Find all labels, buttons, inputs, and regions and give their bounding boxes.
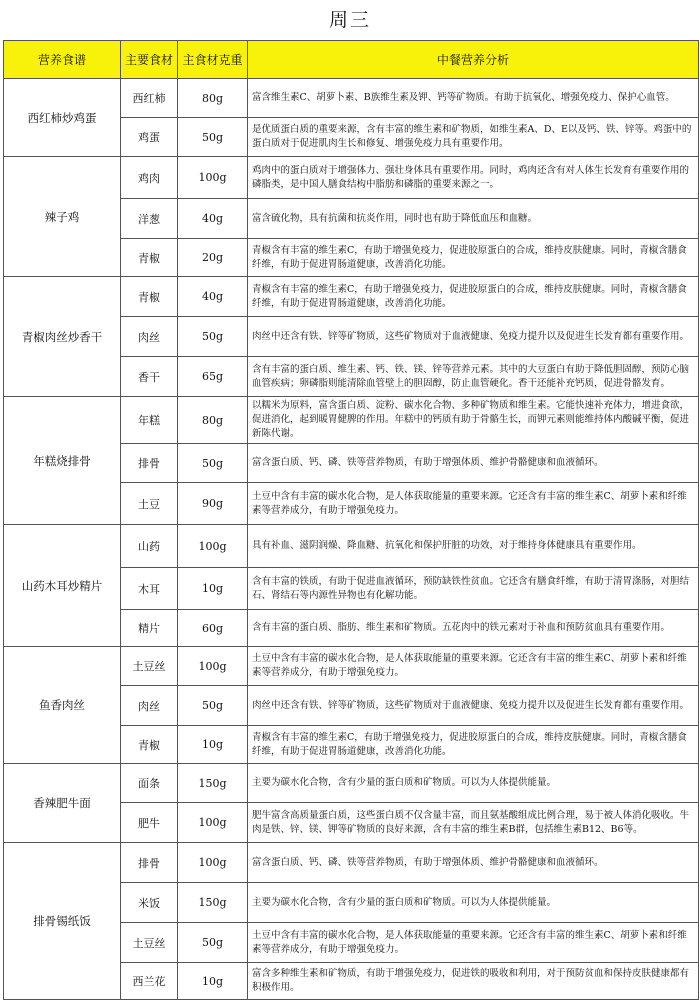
weight-cell: 20g	[178, 239, 248, 277]
ingredient-cell: 青椒	[121, 239, 178, 277]
dish-name: 西红柿炒鸡蛋	[4, 79, 121, 157]
ingredient-cell: 青椒	[121, 726, 178, 764]
weight-cell: 50g	[178, 923, 248, 963]
analysis-cell: 土豆中含有丰富的碳水化合物，是人体获取能量的重要来源。它还含有丰富的维生素C、胡萝卜素和纤维素等营养成分，有助于增强免疫力。	[248, 647, 699, 686]
weight-cell: 100g	[178, 525, 248, 568]
ingredient-cell: 肉丝	[121, 317, 178, 357]
weight-cell: 65g	[178, 357, 248, 397]
weight-cell: 150g	[178, 883, 248, 923]
ingredient-cell: 西红柿	[121, 79, 178, 118]
ingredient-cell: 排骨	[121, 843, 178, 883]
analysis-cell: 主要为碳水化合物，含有少量的蛋白质和矿物质。可以为人体提供能量。	[248, 883, 699, 923]
ingredient-cell: 鸡蛋	[121, 118, 178, 157]
weight-cell: 80g	[178, 79, 248, 118]
ingredient-cell: 排骨	[121, 444, 178, 483]
ingredient-cell: 年糕	[121, 397, 178, 444]
ingredient-cell: 肥牛	[121, 803, 178, 843]
ingredient-cell: 精片	[121, 610, 178, 647]
weight-cell: 50g	[178, 444, 248, 483]
analysis-cell: 青椒含有丰富的维生素C，有助于增强免疫力，促进胶原蛋白的合成，维持皮肤健康。同时，青椒含膳食纤维，有助于促进胃肠道健康，改善消化功能。	[248, 239, 699, 277]
weight-cell: 90g	[178, 483, 248, 525]
weight-cell: 50g	[178, 686, 248, 726]
ingredient-cell: 鸡肉	[121, 157, 178, 199]
weight-cell: 150g	[178, 764, 248, 803]
ingredient-cell: 香干	[121, 357, 178, 397]
ingredient-cell: 土豆丝	[121, 647, 178, 686]
analysis-cell: 是优质蛋白质的重要来源，含有丰富的维生素和矿物质，如维生素A、D、E以及钙、铁、锌等。鸡蛋中的蛋白质对于促进肌肉生长和修复、增强免疫力具有重要作用。	[248, 118, 699, 157]
analysis-cell: 鸡肉中的蛋白质对于增强体力、强壮身体具有重要作用。同时，鸡肉还含有对人体生长发育有重要作用的磷脂类，是中国人膳食结构中脂肪和磷脂的重要来源之一。	[248, 157, 699, 199]
header-dish: 营养食谱	[4, 41, 121, 79]
analysis-cell: 具有补血、滋阴润燥、降血糖、抗氧化和保护肝脏的功效，对于维持身体健康具有重要作用。	[248, 525, 699, 568]
weight-cell: 50g	[178, 118, 248, 157]
table-body	[4, 79, 699, 1000]
table-row	[4, 647, 699, 686]
analysis-cell: 土豆中含有丰富的碳水化合物，是人体获取能量的重要来源。它还含有丰富的维生素C、胡萝卜素和纤维素等营养成分，有助于增强免疫力。	[248, 923, 699, 963]
dish-name: 青椒肉丝炒香干	[4, 277, 121, 397]
analysis-cell: 肉丝中还含有铁、锌等矿物质，这些矿物质对于血液健康、免疫力提升以及促进生长发育都有重要作用。	[248, 686, 699, 726]
analysis-cell: 含有丰富的蛋白质、脂肪、维生素和矿物质。五花肉中的铁元素对于补血和预防贫血具有重要作用。	[248, 610, 699, 647]
ingredient-cell: 山药	[121, 525, 178, 568]
weight-cell: 10g	[178, 726, 248, 764]
analysis-cell: 富含维生素C、胡萝卜素、B族维生素及钾、钙等矿物质。有助于抗氧化、增强免疫力、保护心血管。	[248, 79, 699, 118]
table-row	[4, 277, 699, 317]
weight-cell: 10g	[178, 568, 248, 610]
ingredient-cell: 面条	[121, 764, 178, 803]
analysis-cell: 含有丰富的蛋白质、维生素、钙、铁、镁、锌等营养元素。其中的大豆蛋白有助于降低胆固醇，预防心脑血管疾病；卵磷脂则能清除血管壁上的胆固醇，防止血管硬化。香干还能补充钙质，促进骨骼发育。	[248, 357, 699, 397]
header-ingredient: 主要食材	[121, 41, 178, 79]
page-title: 周三	[328, 9, 371, 31]
weight-cell: 60g	[178, 610, 248, 647]
dish-name: 排骨锡纸饭	[4, 843, 121, 1000]
ingredient-cell: 青椒	[121, 277, 178, 317]
weight-cell: 100g	[178, 647, 248, 686]
ingredient-cell: 洋葱	[121, 199, 178, 239]
weight-cell: 100g	[178, 157, 248, 199]
weight-cell: 100g	[178, 843, 248, 883]
analysis-cell: 富含硫化物，具有抗菌和抗炎作用，同时也有助于降低血压和血糖。	[248, 199, 699, 239]
table-row	[4, 843, 699, 883]
table-row	[4, 764, 699, 803]
weight-cell: 40g	[178, 199, 248, 239]
table-row	[4, 525, 699, 568]
weight-cell: 40g	[178, 277, 248, 317]
header-analysis: 中餐营养分析	[248, 41, 699, 79]
table-row	[4, 157, 699, 199]
analysis-cell: 富含多种维生素和矿物质，有助于增强免疫力，促进铁的吸收和利用，对于预防贫血和保持皮肤健康都有积极作用。	[248, 963, 699, 1000]
analysis-cell: 含有丰富的铁质，有助于促进血液循环，预防缺铁性贫血。它还含有膳食纤维，有助于清胃涤肠，对胆结石、肾结石等内源性异物也有化解功能。	[248, 568, 699, 610]
header-row	[4, 41, 699, 79]
ingredient-cell: 米饭	[121, 883, 178, 923]
dish-name: 山药木耳炒精片	[4, 525, 121, 647]
analysis-cell: 以糯米为原料，富含蛋白质、淀粉、碳水化合物、多种矿物质和维生素。它能快速补充体力，增进食欲，促进消化，起到暖胃健脾的作用。年糕中的钙质有助于骨骼生长，而钾元素则能维持体内酸碱平衡，促进新陈代谢。	[248, 397, 699, 444]
weight-cell: 10g	[178, 963, 248, 1000]
dish-name: 鱼香肉丝	[4, 647, 121, 764]
ingredient-cell: 土豆	[121, 483, 178, 525]
analysis-cell: 富含蛋白质、钙、磷、铁等营养物质，有助于增强体质、维护骨骼健康和血液循环。	[248, 843, 699, 883]
analysis-cell: 主要为碳水化合物，含有少量的蛋白质和矿物质。可以为人体提供能量。	[248, 764, 699, 803]
dish-name: 香辣肥牛面	[4, 764, 121, 843]
nutrition-table	[3, 40, 699, 1000]
analysis-cell: 富含蛋白质、钙、磷、铁等营养物质，有助于增强体质、维护骨骼健康和血液循环。	[248, 444, 699, 483]
analysis-cell: 肥牛富含高质量蛋白质，这些蛋白质不仅含量丰富，而且氨基酸组成比例合理，易于被人体消化吸收。牛肉是铁、锌、镁、钾等矿物质的良好来源，含有丰富的维生素B群，包括维生素B12、B6等。	[248, 803, 699, 843]
weight-cell: 100g	[178, 803, 248, 843]
ingredient-cell: 木耳	[121, 568, 178, 610]
table-row	[4, 397, 699, 444]
weight-cell: 80g	[178, 397, 248, 444]
dish-name: 年糕烧排骨	[4, 397, 121, 525]
dish-name: 辣子鸡	[4, 157, 121, 277]
table-row	[4, 79, 699, 118]
ingredient-cell: 土豆丝	[121, 923, 178, 963]
ingredient-cell: 肉丝	[121, 686, 178, 726]
weight-cell: 50g	[178, 317, 248, 357]
analysis-cell: 土豆中含有丰富的碳水化合物，是人体获取能量的重要来源。它还含有丰富的维生素C、胡萝卜素和纤维素等营养成分，有助于增强免疫力。	[248, 483, 699, 525]
analysis-cell: 青椒含有丰富的维生素C，有助于增强免疫力，促进胶原蛋白的合成，维持皮肤健康。同时，青椒含膳食纤维，有助于促进胃肠道健康，改善消化功能。	[248, 277, 699, 317]
header-weight: 主食材克重	[178, 41, 248, 79]
analysis-cell: 青椒含有丰富的维生素C，有助于增强免疫力，促进胶原蛋白的合成，维持皮肤健康。同时，青椒含膳食纤维，有助于促进胃肠道健康，改善消化功能。	[248, 726, 699, 764]
analysis-cell: 肉丝中还含有铁、锌等矿物质，这些矿物质对于血液健康、免疫力提升以及促进生长发育都有重要作用。	[248, 317, 699, 357]
ingredient-cell: 西兰花	[121, 963, 178, 1000]
